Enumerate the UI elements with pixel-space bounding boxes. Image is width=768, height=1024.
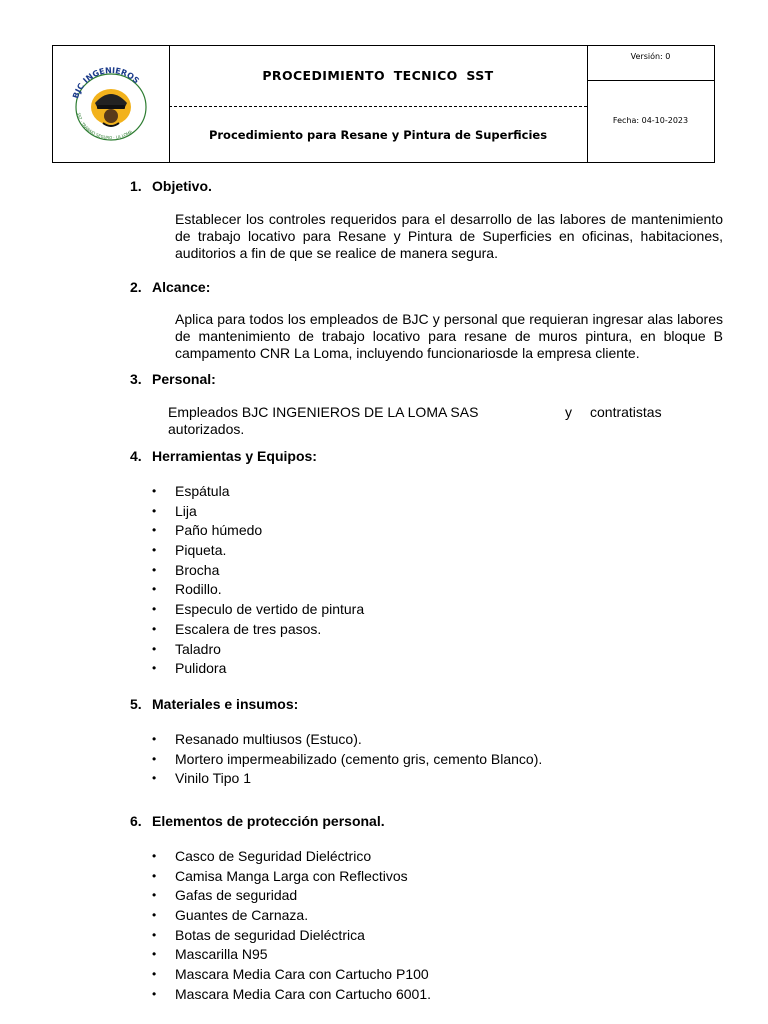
svg-text:BJC INGENIEROS: BJC INGENIEROS	[71, 65, 141, 100]
section-title: Objetivo.	[152, 178, 212, 194]
header-divider	[169, 106, 587, 107]
list-item	[150, 730, 542, 750]
bullet-icon: •	[152, 849, 157, 863]
list-item	[150, 906, 431, 926]
meta-divider	[587, 80, 714, 81]
list-item-text: Rodillo.	[175, 581, 222, 598]
bullet-icon: •	[152, 888, 157, 903]
list-item-text: Mascara Media Cara con Cartucho 6001.	[175, 985, 432, 1002]
section-heading-personal	[130, 371, 216, 387]
list-item-text: Camisa Manga Larga con Reflectivos	[175, 867, 408, 884]
section-title: Elementos de protección personal.	[152, 813, 385, 829]
bullet-icon: •	[152, 986, 157, 1001]
alcance-paragraph: Aplica para todos los empleados de BJC y personal que requieran ingresar alas labores de mantenimiento de trabajo locativo para resane de muros pintura, en bloque B campamento CNR La Loma, incluyendo funcionariosde la empresa cliente.	[175, 311, 723, 361]
list-item-text: Especulo de vertido de pintura	[175, 601, 365, 618]
bullet-icon: •	[152, 602, 157, 617]
list-item	[150, 945, 431, 965]
section-number: 2.	[130, 279, 142, 295]
list-item-text: Mascara Media Cara con Cartucho P100	[175, 966, 429, 983]
bullet-icon: •	[152, 543, 157, 558]
personal-line1-text: Empleados BJC INGENIEROS DE LA LOMA SAS	[168, 404, 479, 420]
bullet-icon: •	[152, 621, 157, 636]
list-item	[150, 985, 431, 1005]
bullet-icon: •	[152, 751, 157, 766]
section-number: 4.	[130, 448, 142, 464]
section-number: 1.	[130, 178, 142, 194]
list-item	[150, 867, 431, 887]
list-item	[150, 769, 542, 789]
header-meta-cell	[587, 46, 714, 162]
list-item-text: Brocha	[175, 561, 220, 578]
list-item	[150, 847, 431, 867]
bullet-icon: •	[152, 732, 157, 746]
bullet-icon: •	[152, 582, 157, 597]
bullet-icon: •	[152, 503, 157, 518]
list-item	[150, 926, 431, 946]
bullet-icon: •	[152, 661, 157, 676]
bullet-icon: •	[152, 523, 157, 538]
list-item-text: Guantes de Carnaza.	[175, 907, 309, 924]
list-item-text: Escalera de tres pasos.	[175, 620, 322, 637]
document-title: PROCEDIMIENTO TECNICO SST	[262, 68, 494, 83]
list-item-text: Taladro	[175, 640, 221, 657]
bullet-icon: •	[152, 484, 157, 498]
svg-text:SST · TRABAJO SEGURO · LA LOMA: SST · TRABAJO SEGURO · LA LOMA	[76, 112, 134, 141]
list-item	[150, 750, 542, 770]
personal-line1-conjunction: y	[565, 404, 572, 420]
section-title: Herramientas y Equipos:	[152, 448, 317, 464]
bullet-icon: •	[152, 947, 157, 962]
bullet-icon: •	[152, 562, 157, 577]
personal-line1-end: contratistas	[590, 404, 662, 420]
list-item-text: Lija	[175, 502, 197, 519]
list-item	[150, 600, 364, 620]
section-heading-materiales	[130, 696, 298, 712]
company-logo	[67, 63, 155, 145]
document-header	[52, 45, 715, 163]
bullet-icon: •	[152, 967, 157, 982]
epp-list	[150, 847, 431, 1005]
list-item	[150, 886, 431, 906]
list-item-text: Resanado multiusos (Estuco).	[175, 731, 362, 747]
objetivo-paragraph: Establecer los controles requeridos para el desarrollo de las labores de mantenimiento de trabajo locativo para Resane y Pintura de Superficies en oficinas, habitaciones, auditorios a fin de que se realice de manera segura.	[175, 211, 723, 261]
document-subtitle: Procedimiento para Resane y Pintura de Superficies	[208, 128, 548, 142]
bullet-icon: •	[152, 908, 157, 923]
list-item	[150, 502, 364, 522]
list-item	[150, 620, 364, 640]
list-item-text: Paño húmedo	[175, 522, 263, 539]
list-item	[150, 965, 431, 985]
bullet-icon: •	[152, 868, 157, 883]
section-heading-herramientas	[130, 448, 317, 464]
version-label: Versión: 0	[630, 52, 671, 61]
section-heading-epp	[130, 813, 385, 829]
personal-paragraph	[168, 404, 668, 438]
section-number: 5.	[130, 696, 142, 712]
section-number: 3.	[130, 371, 142, 387]
list-item	[150, 640, 364, 660]
bullet-icon: •	[152, 927, 157, 942]
list-item-text: Espátula	[175, 483, 230, 499]
header-title-cell	[169, 46, 588, 162]
bullet-icon: •	[152, 641, 157, 656]
list-item	[150, 580, 364, 600]
list-item	[150, 521, 364, 541]
list-item-text: Casco de Seguridad Dieléctrico	[175, 848, 372, 864]
list-item-text: Piqueta.	[175, 542, 227, 559]
section-number: 6.	[130, 813, 142, 829]
list-item	[150, 482, 364, 502]
list-item	[150, 561, 364, 581]
section-title: Personal:	[152, 371, 216, 387]
section-title: Alcance:	[152, 279, 211, 295]
materiales-list	[150, 730, 542, 789]
section-heading-objetivo	[130, 178, 212, 194]
logo-cell	[53, 46, 170, 162]
list-item	[150, 659, 364, 679]
section-heading-alcance	[130, 279, 210, 295]
list-item-text: Mortero impermeabilizado (cemento gris, cemento Blanco).	[175, 750, 543, 767]
list-item-text: Gafas de seguridad	[175, 887, 298, 904]
list-item-text: Vinilo Tipo 1	[175, 770, 252, 787]
list-item-text: Pulidora	[175, 660, 227, 677]
bullet-icon: •	[152, 771, 157, 786]
herramientas-list	[150, 482, 364, 679]
section-title: Materiales e insumos:	[152, 696, 299, 712]
list-item-text: Mascarilla N95	[175, 946, 268, 963]
list-item	[150, 541, 364, 561]
date-label: Fecha: 04-10-2023	[612, 116, 689, 125]
list-item-text: Botas de seguridad Dieléctrica	[175, 926, 365, 943]
personal-line2: autorizados.	[168, 421, 245, 437]
